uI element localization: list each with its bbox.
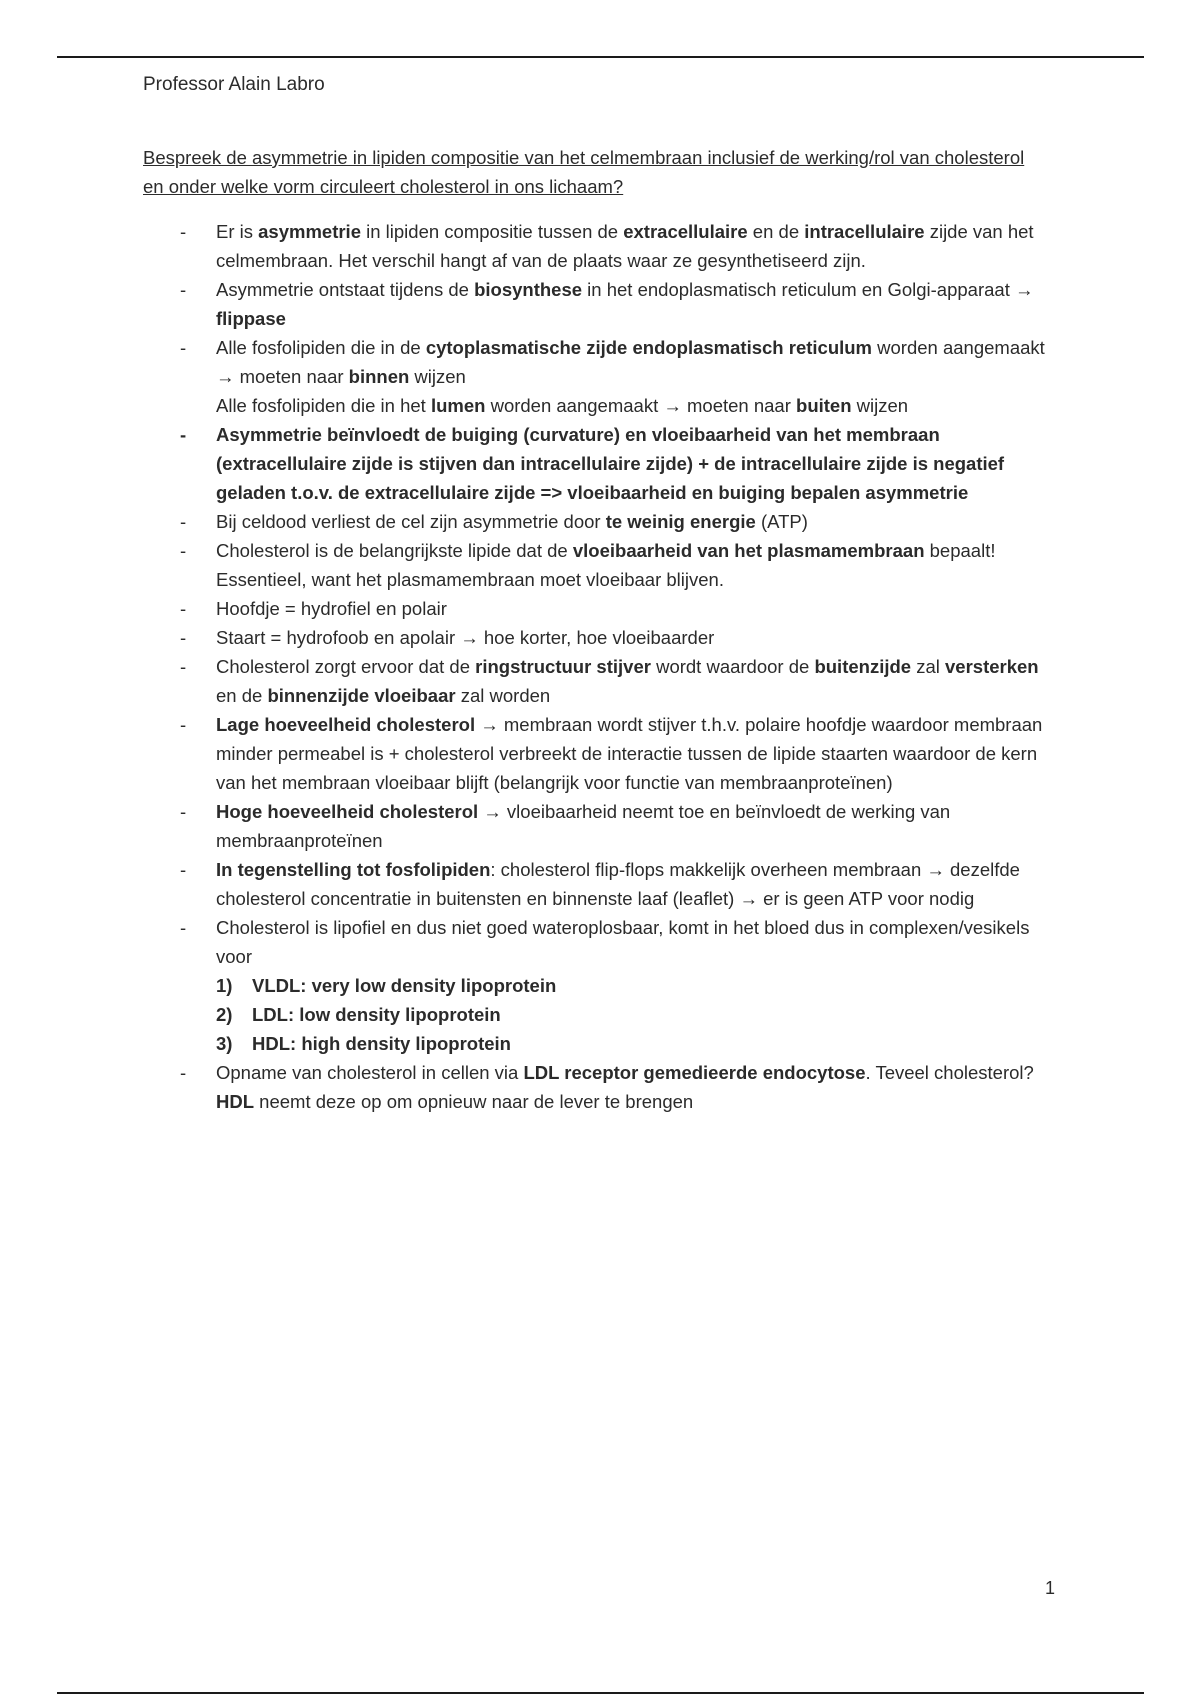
text-run: Cholesterol is de belangrijkste lipide dat de bbox=[216, 540, 573, 561]
header-author: Professor Alain Labro bbox=[143, 74, 325, 95]
list-item bbox=[216, 623, 1046, 652]
text-run: → membraan wordt stijver t.h.v. polaire hoofdje waardoor membraan minder permeabel is + cholesterol verbreekt de interactie tussen de lipide staarten waardoor de kern van het membraan vloeibaar blijft (belangrijk voor functie van membraanproteïnen) bbox=[216, 714, 1043, 793]
bold-text: buiten bbox=[796, 395, 852, 416]
text-run: Cholesterol zorgt ervoor dat de bbox=[216, 656, 476, 677]
list-item bbox=[216, 913, 1046, 1058]
item-text: HDL: high density lipoprotein bbox=[252, 1033, 511, 1054]
footer-rule bbox=[57, 1692, 1144, 1694]
text-run: neemt deze op om opnieuw naar de lever te brengen bbox=[254, 1091, 694, 1112]
bold-text: cytoplasmatische zijde endoplasmatisch reticulum bbox=[425, 337, 873, 358]
list-item bbox=[216, 855, 1046, 913]
text-run: wijzen bbox=[851, 395, 909, 416]
page-number: 1 bbox=[1045, 1578, 1056, 1598]
bold-text: biosynthese bbox=[474, 279, 583, 300]
item-number: 2) bbox=[216, 1004, 233, 1025]
text-run: Alle fosfolipiden die in de bbox=[216, 337, 426, 358]
bold-text: binnen bbox=[348, 366, 410, 387]
bold-text: Lage hoeveelheid cholesterol bbox=[216, 714, 476, 735]
lipoprotein-list bbox=[216, 971, 1046, 1058]
item-number: 1) bbox=[216, 975, 233, 996]
list-item bbox=[216, 536, 1046, 594]
text-run: Opname van cholesterol in cellen via bbox=[216, 1062, 524, 1083]
item-text: VLDL: very low density lipoprotein bbox=[252, 975, 557, 996]
answer-bullet-list bbox=[216, 217, 1046, 1116]
bold-text: HDL bbox=[216, 1091, 255, 1112]
bold-text: intracellulaire bbox=[804, 221, 925, 242]
bold-text: Hoge hoeveelheid cholesterol bbox=[216, 801, 479, 822]
bold-text: LDL receptor gemedieerde endocytose bbox=[523, 1062, 866, 1083]
text-run: en de bbox=[216, 685, 268, 706]
header-rule bbox=[57, 56, 1144, 58]
bold-text: ringstructuur stijver bbox=[475, 656, 651, 677]
item-number: 3) bbox=[216, 1033, 233, 1054]
text-run: en de bbox=[747, 221, 805, 242]
text-run: Staart = hydrofoob en apolair → hoe korter, hoe vloeibaarder bbox=[216, 627, 715, 648]
list-item bbox=[216, 652, 1046, 710]
bold-text: asymmetrie bbox=[258, 221, 361, 242]
list-item bbox=[216, 420, 1046, 507]
list-item bbox=[216, 507, 1046, 536]
text-run: : cholesterol flip-flops makkelijk overheen membraan → dezelfde cholesterol concentratie in buitensten en binnenste laaf (leaflet) → er is geen ATP voor nodig bbox=[216, 859, 1020, 909]
text-run: zijde van het celmembraan. Het verschil hangt af van de plaats waar ze gesynthetiseerd zijn. bbox=[216, 221, 1034, 271]
numbered-item bbox=[216, 971, 1046, 1000]
list-item bbox=[216, 217, 1046, 275]
list-item bbox=[216, 710, 1046, 797]
list-item bbox=[216, 275, 1046, 333]
list-item bbox=[216, 797, 1046, 855]
text-run: (ATP) bbox=[755, 511, 808, 532]
text-run: Asymmetrie ontstaat tijdens de bbox=[216, 279, 475, 300]
list-item bbox=[216, 1058, 1046, 1116]
bold-text: versterken bbox=[945, 656, 1039, 677]
text-run: in lipiden compositie tussen de bbox=[360, 221, 624, 242]
text-run: Cholesterol is lipofiel en dus niet goed wateroplosbaar, komt in het bloed dus in complexen/vesikels voor bbox=[216, 917, 1030, 967]
text-run: wordt waardoor de bbox=[650, 656, 815, 677]
bold-text: buitenzijde bbox=[814, 656, 912, 677]
text-run: in het endoplasmatisch reticulum en Golgi-apparaat → bbox=[582, 279, 1034, 300]
text-run: → vloeibaarheid neemt toe en beïnvloedt de werking van membraanproteïnen bbox=[216, 801, 951, 851]
bold-text: vloeibaarheid van het plasmamembraan bbox=[572, 540, 925, 561]
text-run: Bij celdood verliest de cel zijn asymmetrie door bbox=[216, 511, 606, 532]
text-run: wijzen bbox=[409, 366, 466, 387]
text-run: Er is bbox=[216, 221, 259, 242]
exam-question: Bespreek de asymmetrie in lipiden compositie van het celmembraan inclusief de werking/rol van cholesterol en onder welke vorm circuleert cholesterol in ons lichaam? bbox=[143, 147, 1025, 197]
list-item-continuation bbox=[216, 391, 1046, 420]
text-run: Alle fosfolipiden die in het bbox=[216, 395, 431, 416]
text-run: worden aangemaakt → moeten naar bbox=[485, 395, 797, 416]
list-item bbox=[216, 594, 1046, 623]
bold-text: Asymmetrie beïnvloedt de buiging (curvature) en vloeibaarheid van het membraan (extracellulaire zijde is stijven dan intracellulaire zijde) + de intracellulaire zijde is negatief geladen t.o.v. de extracellulaire zijde => vloeibaarheid en buiging bepalen asymmetrie bbox=[216, 424, 1005, 503]
list-item bbox=[216, 333, 1046, 420]
text-run: zal bbox=[911, 656, 946, 677]
bold-text: extracellulaire bbox=[623, 221, 748, 242]
text-run: worden aangemaakt → moeten naar bbox=[216, 337, 1045, 387]
item-text: LDL: low density lipoprotein bbox=[252, 1004, 501, 1025]
text-run: . Teveel cholesterol? bbox=[865, 1062, 1034, 1083]
numbered-item bbox=[216, 1000, 1046, 1029]
bold-text: In tegenstelling tot fosfolipiden bbox=[216, 859, 491, 880]
numbered-item bbox=[216, 1029, 1046, 1058]
bold-text: lumen bbox=[430, 395, 486, 416]
bold-text: te weinig energie bbox=[605, 511, 756, 532]
text-run: zal worden bbox=[455, 685, 551, 706]
text-run: Hoofdje = hydrofiel en polair bbox=[216, 598, 447, 619]
bold-text: flippase bbox=[216, 308, 286, 329]
bold-text: binnenzijde vloeibaar bbox=[267, 685, 456, 706]
text-run: bepaalt! Essentieel, want het plasmamembraan moet vloeibaar blijven. bbox=[216, 540, 996, 590]
